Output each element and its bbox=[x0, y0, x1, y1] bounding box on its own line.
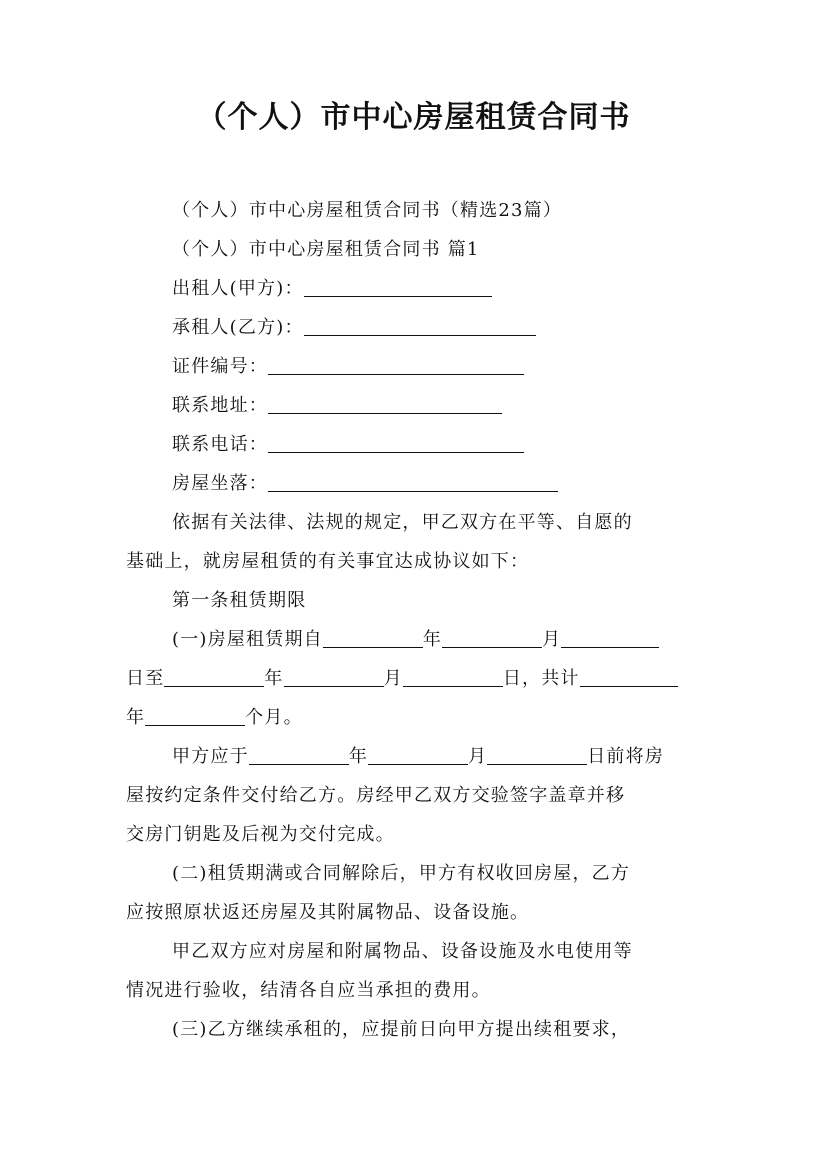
subtitle-line: （个人）市中心房屋租赁合同书（精选23篇） bbox=[172, 200, 563, 221]
blank-line bbox=[145, 707, 245, 726]
address-field bbox=[126, 393, 752, 419]
clause-text: 月 bbox=[468, 746, 488, 767]
lessee-field bbox=[126, 315, 752, 341]
property-location-field bbox=[126, 471, 752, 497]
field-label: 出租人(甲方)： bbox=[172, 278, 304, 299]
blank-line bbox=[580, 668, 678, 687]
clause-text: 日至 bbox=[126, 668, 165, 689]
clause-text: 年 bbox=[264, 668, 284, 689]
blank-line bbox=[268, 356, 524, 375]
paragraph-line: 应按照原状返还房屋及其附属物品、设备设施。 bbox=[126, 902, 530, 923]
id-number-field bbox=[126, 354, 752, 380]
clause-text: 年 bbox=[348, 746, 369, 767]
field-label: 联系电话： bbox=[172, 434, 268, 455]
clause-text: 年 bbox=[126, 707, 146, 728]
blank-line bbox=[442, 629, 542, 648]
clause-text: 日前将房 bbox=[587, 746, 665, 767]
field-label: 承租人(乙方)： bbox=[172, 317, 304, 338]
blank-line bbox=[304, 317, 536, 336]
lessor-field bbox=[126, 276, 752, 302]
blank-line bbox=[164, 668, 264, 687]
clause-text: 年 bbox=[422, 629, 443, 650]
lease-term-line bbox=[126, 627, 752, 653]
blank-line bbox=[368, 746, 468, 765]
clause-text: 日，共计 bbox=[502, 668, 580, 689]
clause-text: (一)房屋租赁期自 bbox=[172, 629, 323, 650]
blank-line bbox=[268, 434, 524, 453]
paragraph-line: 屋按约定条件交付给乙方。房经甲乙双方交验签字盖章并移 bbox=[126, 785, 626, 806]
field-label: 联系地址： bbox=[172, 395, 268, 416]
paragraph-line: 依据有关法律、法规的规定，甲乙双方在平等、自愿的 bbox=[172, 512, 633, 533]
blank-line bbox=[268, 473, 558, 492]
paragraph-line: 交房门钥匙及后视为交付完成。 bbox=[126, 824, 395, 845]
clause-text: 月 bbox=[542, 629, 562, 650]
field-label: 证件编号： bbox=[172, 356, 268, 377]
phone-field bbox=[126, 432, 752, 458]
blank-line bbox=[249, 746, 349, 765]
clause-text: 甲方应于 bbox=[172, 746, 249, 767]
section-heading: （个人）市中心房屋租赁合同书 篇1 bbox=[172, 239, 480, 260]
field-label: 房屋坐落： bbox=[172, 473, 268, 494]
blank-line bbox=[561, 629, 659, 648]
lease-term-line bbox=[126, 666, 706, 692]
document-title: （个人）市中心房屋租赁合同书 bbox=[196, 100, 631, 135]
clause-text: 个月。 bbox=[245, 707, 303, 728]
blank-line bbox=[403, 668, 503, 687]
lease-term-line bbox=[126, 705, 706, 731]
blank-line bbox=[284, 668, 384, 687]
paragraph-line: 情况进行验收，结清各自应当承担的费用。 bbox=[126, 980, 491, 1001]
paragraph-line: (三)乙方继续承租的，应提前日向甲方提出续租要求， bbox=[172, 1019, 631, 1040]
paragraph-line: (二)租赁期满或合同解除后，甲方有权收回房屋，乙方 bbox=[172, 863, 631, 884]
article-heading: 第一条租赁期限 bbox=[172, 590, 307, 611]
paragraph-line: 基础上，就房屋租赁的有关事宜达成协议如下： bbox=[126, 551, 530, 572]
delivery-line bbox=[126, 744, 752, 770]
blank-line bbox=[323, 629, 423, 648]
blank-line bbox=[268, 395, 502, 414]
paragraph-line: 甲乙双方应对房屋和附属物品、设备设施及水电使用等 bbox=[172, 941, 633, 962]
blank-line bbox=[304, 278, 492, 297]
blank-line bbox=[487, 746, 587, 765]
clause-text: 月 bbox=[383, 668, 403, 689]
